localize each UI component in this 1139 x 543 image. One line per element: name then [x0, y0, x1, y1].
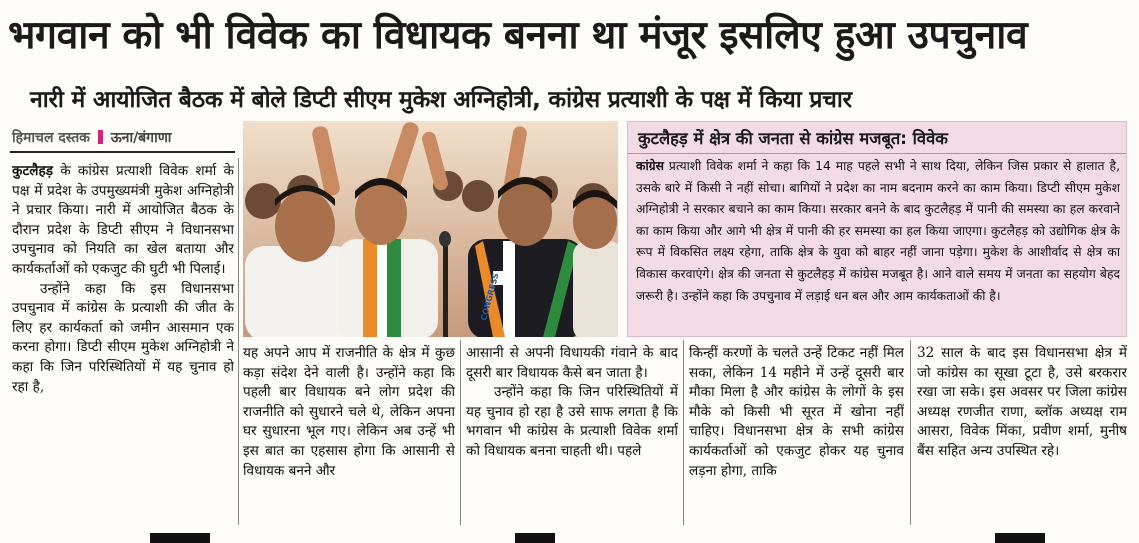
- column-3-paragraph-2: उन्होंने कहा कि जिन परिस्थितियों में यह चुनाव हो रहा है उसे साफ लगता है कि भगवान भी कांग्रेस के प्रत्याशी विवेक शर्मा को विधायक बनना चाहती थी। पहले: [466, 384, 678, 459]
- column-divider-3: [683, 340, 684, 525]
- column-1-paragraph-1: [12, 162, 234, 280]
- article-column-1: [12, 162, 234, 524]
- microphone-icon: [439, 231, 451, 247]
- article-column-5: [917, 344, 1127, 524]
- next-article-cutoff: [0, 528, 1139, 543]
- subheadline: नारी में आयोजित बैठक में बोले डिप्टी सीएम मुकेश अग्निहोत्री, कांग्रेस प्रत्याशी के पक्ष में किया प्रचार: [30, 87, 852, 113]
- sidebar-box-body: [636, 156, 1120, 334]
- article-column-4: [689, 344, 904, 524]
- sidebar-box-title: कुटलैहड़ में क्षेत्र की जनता से कांग्रेस मजबूत: विवेक: [638, 129, 948, 148]
- sidebar-box-text: प्रत्याशी विवेक शर्मा ने कहा कि 14 माह पहले सभी ने साथ दिया, लेकिन जिस प्रकार से हालात है, उसके बारे में किसी ने नहीं सोचा। बागियों ने प्रदेश का नाम बदनाम करने का काम किया। डिप्टी सीएम मुकेश अग्निहोत्री ने सरकार बचाने का काम किया। सरकार बनने के बाद कुटलैहड़ में पानी की समस्या का हल करवाने का काम किया और आगे भी क्षेत्र में पानी की हर समस्या का हल किया जाएगा। कुटलैहड़ को उद्योगिक क्षेत्र के रूप में विकसित लक्ष्य रहेगा, ताकि क्षेत्र के युवा को बाहर नहीं जाना पड़ेगा। मुकेश के आशीर्वाद से क्षेत्र का विकास करवाएंगे। क्षेत्र की जनता से कुटलैहड़ में कांग्रेस मजबूत है। आने वाले समय में जनता का सहयोग बेहद जरूरी है। उन्होंने कहा कि उपचुनाव में लड़ाई धन बल और आम कार्यकताओं की है।: [636, 159, 1120, 303]
- column-2-paragraph-1: यह अपने आप में राजनीति के क्षेत्र में कुछ कड़ा संदेश देने वाली है। उन्होंने कहा कि पहली बार विधायक बने लोग प्रदेश की राजनीति को सुधारने चले थे, लेकिन अपना घर सुधारना भूल गए। लेकिन अब उन्हें भी इस बात का एहसास होगा कि आसानी से विधायक बनने और: [243, 345, 455, 479]
- article-column-3: [466, 344, 678, 524]
- byline: [12, 126, 232, 150]
- column-1-paragraph-2: उन्होंने कहा कि इस विधानसभा उपचुनाव में कांग्रेस के प्रत्याशी की जीत के लिए हर कार्यकर्ता को जमीन आसमान एक करना होगा। डिप्टी सीएम मुकेश अग्निहोत्री ने कहा कि जिन परिस्थितियों में यह चुनाव हो रहा है,: [12, 280, 234, 395]
- byline-separator-mark: [98, 130, 103, 144]
- photo-banner-text: CONGRESS: [479, 272, 501, 322]
- byline-rule: [10, 151, 235, 153]
- byline-publication: हिमाचल दस्तक: [12, 130, 90, 146]
- microphone-stand: [443, 241, 448, 337]
- person-right: [573, 190, 618, 337]
- article-column-2: [243, 344, 455, 524]
- news-photo: [243, 121, 618, 337]
- byline-location: ऊना/बंगाणा: [110, 130, 172, 146]
- column-4-paragraph-1: किन्हीं करणों के चलते उन्हें टिकट नहीं मिल सका, लेकिन 14 महीने में उन्हें दूसरी बार मौका मिला है और कांग्रेस के लोगों के इस मौके को किसी भी सूरत में खोना नहीं चाहिए। विधानसभा क्षेत्र के सभी कांग्रेस कार्यकर्ताओं को एकजुट होकर यह चुनाव लड़ना होगा, ताकि: [689, 345, 904, 479]
- sidebar-box-lead: कांग्रेस: [636, 159, 664, 173]
- column-divider-1: [238, 158, 239, 525]
- photo-illustration: [243, 121, 618, 337]
- sidebar-box-rule: [628, 153, 1126, 154]
- column-divider-4: [910, 340, 911, 525]
- dateline-lead: कुटलैहड़: [12, 163, 53, 179]
- sidebar-box: [627, 121, 1127, 337]
- column-divider-2: [460, 340, 461, 525]
- headline: भगवान को भी विवेक का विधायक बनना था मंजूर इसलिए हुआ उपचुनाव: [8, 13, 1028, 58]
- column-3-paragraph-1: आसानी से अपनी विधायकी गंवाने के बाद दूसरी बार विधायक कैसे बन जाता है।: [466, 345, 678, 381]
- column-1-paragraph-1-text: के कांग्रेस प्रत्याशी विवेक शर्मा के पक्ष में प्रदेश के उपमुख्यमंत्री मुकेश अग्निहोत्री ने प्रचार किया। नारी में आयोजित बैठक के दौरान प्रदेश के डिप्टी सीएम ने विधानसभा उपचुनाव को नियति का खेल बताया और कार्यकर्ताओं को एकजुट की घुटी भी पिलाई।: [12, 163, 234, 277]
- column-5-paragraph-1: 32 साल के बाद इस विधानसभा क्षेत्र में जो कांग्रेस का सूखा टूटा है, उसे बरकरार रखा जा सके। इस अवसर पर जिला कांग्रेस अध्यक्ष रणजीत राणा, ब्लॉक अध्यक्ष राम आसरा, विवेक मिंका, प्रवीण शर्मा, मुनीष बैंस सहित अन्य उपस्थित रहे।: [917, 345, 1127, 459]
